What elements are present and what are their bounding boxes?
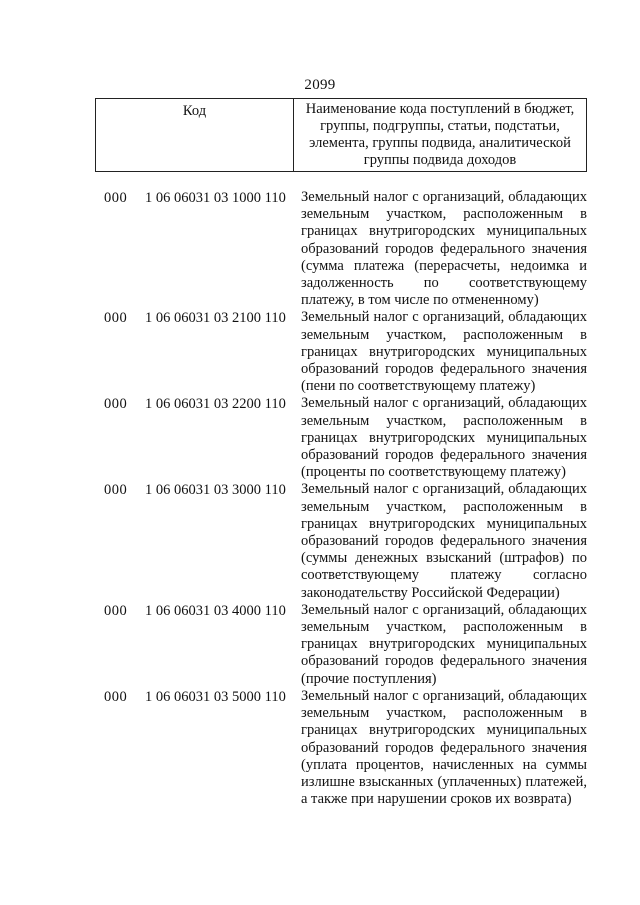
- income-code: 1 06 06031 03 2100 110: [145, 310, 286, 327]
- income-code: 1 06 06031 03 1000 110: [145, 190, 286, 206]
- page-number: 2099: [304, 77, 336, 93]
- table-row: [0, 481, 640, 601]
- admin-code: 000: [104, 482, 128, 499]
- table-row: [0, 602, 640, 688]
- table-body: [0, 189, 640, 808]
- header-code-label: Код: [96, 99, 294, 171]
- income-description: Земельный налог с организаций, обладающих земельным участком, расположенным в границах внутригородских муниципальных образований городов федерального значения (прочие поступления): [301, 601, 587, 687]
- admin-code: 000: [104, 688, 128, 705]
- income-code: 1 06 06031 03 3000 110: [145, 482, 286, 499]
- table-row: [0, 189, 640, 309]
- income-code: 1 06 06031 03 5000 110: [145, 688, 286, 705]
- income-description: Земельный налог с организаций, обладающих земельным участком, расположенным в границах внутригородских муниципальных образований городов федерального значения (проценты по соответствующему платежу): [301, 395, 587, 481]
- header-name-label: Наименование кода поступлений в бюджет, группы, подгруппы, статьи, подстатьи, элемента, группы подвида, аналитической группы подвида доходов: [305, 101, 575, 168]
- admin-code: 000: [104, 310, 128, 327]
- table-row: [0, 688, 640, 808]
- income-code: 1 06 06031 03 2200 110: [145, 396, 286, 413]
- income-description: Земельный налог с организаций, обладающих земельным участком, расположенным в границах внутригородских муниципальных образований городов федерального значения (сумма платежа (перерасчеты, недоимка и задолженность по соответствующему платежу, в том числе по отмененному): [301, 189, 587, 309]
- income-description: Земельный налог с организаций, обладающих земельным участком, расположенным в границах внутригородских муниципальных образований городов федерального значения (пени по соответствующему платежу): [301, 309, 587, 395]
- admin-code: 000: [104, 190, 128, 206]
- table-header: [95, 98, 587, 172]
- table-row: [0, 309, 640, 395]
- admin-code: 000: [104, 602, 128, 619]
- income-description: Земельный налог с организаций, обладающих земельным участком, расположенным в границах внутригородских муниципальных образований городов федерального значения (уплата процентов, начисленных на суммы излишне взысканных (уплаченных) платежей, а также при нарушении сроков их возврата): [301, 687, 587, 808]
- income-code: 1 06 06031 03 4000 110: [145, 602, 286, 619]
- admin-code: 000: [104, 396, 128, 413]
- table-row: [0, 395, 640, 481]
- income-description: Земельный налог с организаций, обладающих земельным участком, расположенным в границах внутригородских муниципальных образований городов федерального значения (суммы денежных взысканий (штрафов) по соответствующему платежу согласно законодательству Российской Федерации): [301, 481, 587, 601]
